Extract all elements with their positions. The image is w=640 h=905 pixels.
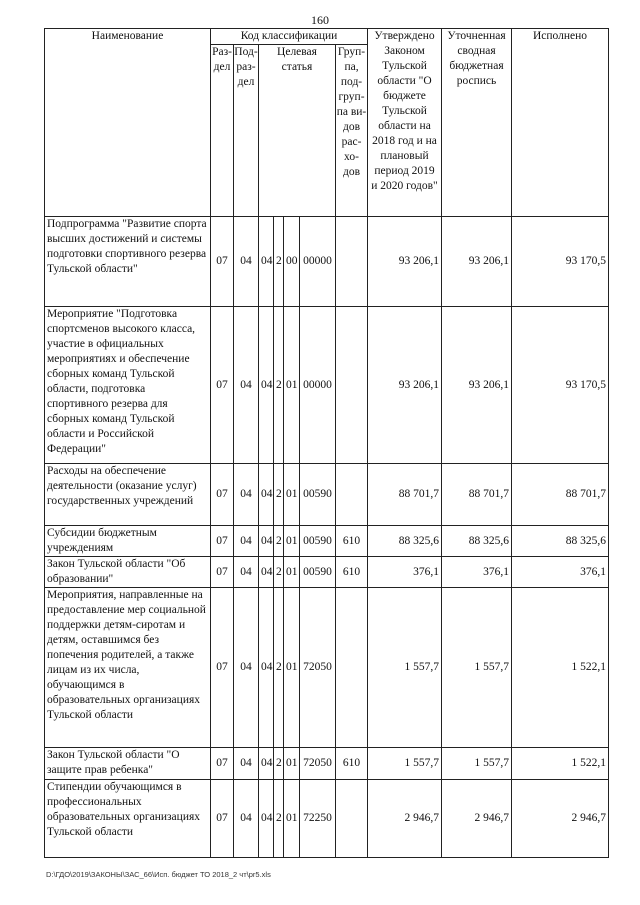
cell-name: Мероприятие "Подготовка спортсменов высокого класса, участие в официальных мероприятиях и обеспечение сборных команд Тульской области, подготовка спортивного резерва для сборных команд Тульской области и Российской Федерации" <box>45 307 211 464</box>
cell-c1: 04 <box>259 217 274 307</box>
cell-subsection: 04 <box>234 464 259 526</box>
cell-section: 07 <box>211 557 234 588</box>
cell-refined: 376,1 <box>442 557 512 588</box>
cell-c2: 2 <box>274 588 284 748</box>
cell-c4: 00590 <box>300 557 336 588</box>
cell-approved: 1 557,7 <box>368 748 442 780</box>
cell-c2: 2 <box>274 307 284 464</box>
cell-c1: 04 <box>259 588 274 748</box>
cell-c4: 00000 <box>300 217 336 307</box>
cell-c4: 00590 <box>300 526 336 557</box>
cell-approved: 2 946,7 <box>368 780 442 858</box>
file-path-footer: D:\ГДО\2019\ЗАКОНЫ\ЗАС_66\Исп. бюджет ТО 2018_2 чт\pr5.xls <box>46 870 271 879</box>
header-code-group: Код классификации <box>211 29 368 45</box>
cell-refined: 1 557,7 <box>442 748 512 780</box>
cell-subsection: 04 <box>234 588 259 748</box>
cell-section: 07 <box>211 780 234 858</box>
cell-subsection: 04 <box>234 557 259 588</box>
table-row <box>45 780 609 858</box>
cell-executed: 88 701,7 <box>512 464 609 526</box>
table-row <box>45 588 609 748</box>
header-executed: Исполнено <box>512 29 609 217</box>
table-row <box>45 217 609 307</box>
cell-executed: 1 522,1 <box>512 588 609 748</box>
cell-executed: 1 522,1 <box>512 748 609 780</box>
cell-group: 610 <box>336 748 368 780</box>
cell-c4: 72050 <box>300 588 336 748</box>
header-subsection: Под-раз-дел <box>234 45 259 217</box>
cell-name: Закон Тульской области "Об образовании" <box>45 557 211 588</box>
header-target-article: Целевая статья <box>259 45 336 217</box>
cell-approved: 88 325,6 <box>368 526 442 557</box>
cell-c3: 01 <box>284 748 300 780</box>
cell-group <box>336 464 368 526</box>
cell-executed: 376,1 <box>512 557 609 588</box>
cell-c3: 01 <box>284 557 300 588</box>
cell-c1: 04 <box>259 557 274 588</box>
cell-group <box>336 217 368 307</box>
cell-c1: 04 <box>259 748 274 780</box>
cell-subsection: 04 <box>234 526 259 557</box>
cell-c1: 04 <box>259 526 274 557</box>
budget-table <box>44 28 609 858</box>
header-expense-group: Груп-па, под-груп-па ви-дов рас-хо-дов <box>336 45 368 217</box>
cell-group: 610 <box>336 526 368 557</box>
cell-executed: 2 946,7 <box>512 780 609 858</box>
cell-group <box>336 588 368 748</box>
page-number: 160 <box>311 13 329 27</box>
cell-c4: 00590 <box>300 464 336 526</box>
cell-section: 07 <box>211 217 234 307</box>
cell-section: 07 <box>211 464 234 526</box>
cell-refined: 93 206,1 <box>442 217 512 307</box>
cell-section: 07 <box>211 526 234 557</box>
cell-name: Расходы на обеспечение деятельности (оказание услуг) государственных учреждений <box>45 464 211 526</box>
cell-subsection: 04 <box>234 307 259 464</box>
cell-group <box>336 307 368 464</box>
cell-c1: 04 <box>259 780 274 858</box>
cell-name: Стипендии обучающимся в профессиональных образовательных организациях Тульской области <box>45 780 211 858</box>
cell-refined: 88 325,6 <box>442 526 512 557</box>
cell-c3: 01 <box>284 588 300 748</box>
cell-c3: 01 <box>284 526 300 557</box>
table-row <box>45 526 609 557</box>
header-approved: Утверждено Законом Тульской области "О бюджете Тульской области на 2018 год и на плановый период 2019 и 2020 годов" <box>368 29 442 217</box>
cell-name: Мероприятия, направленные на предоставление мер социальной поддержки детям-сиротам и детям, оставшимся без попечения родителей, а также лицам из их числа, обучающимся в образовательных организациях Тульской области <box>45 588 211 748</box>
cell-approved: 1 557,7 <box>368 588 442 748</box>
cell-section: 07 <box>211 307 234 464</box>
cell-approved: 93 206,1 <box>368 307 442 464</box>
budget-body <box>45 217 609 858</box>
cell-approved: 88 701,7 <box>368 464 442 526</box>
cell-c2: 2 <box>274 557 284 588</box>
cell-group <box>336 780 368 858</box>
cell-refined: 88 701,7 <box>442 464 512 526</box>
cell-c3: 00 <box>284 217 300 307</box>
cell-c1: 04 <box>259 307 274 464</box>
cell-refined: 93 206,1 <box>442 307 512 464</box>
table-row <box>45 748 609 780</box>
cell-name: Субсидии бюджетным учреждениям <box>45 526 211 557</box>
cell-c2: 2 <box>274 748 284 780</box>
cell-c3: 01 <box>284 307 300 464</box>
cell-name: Закон Тульской области "О защите прав ребенка" <box>45 748 211 780</box>
cell-c2: 2 <box>274 780 284 858</box>
table-row <box>45 464 609 526</box>
header-section: Раз-дел <box>211 45 234 217</box>
header-refined: Уточненная сводная бюджетная роспись <box>442 29 512 217</box>
cell-approved: 93 206,1 <box>368 217 442 307</box>
cell-refined: 1 557,7 <box>442 588 512 748</box>
cell-subsection: 04 <box>234 748 259 780</box>
cell-c1: 04 <box>259 464 274 526</box>
cell-c4: 00000 <box>300 307 336 464</box>
cell-refined: 2 946,7 <box>442 780 512 858</box>
table-row <box>45 557 609 588</box>
cell-approved: 376,1 <box>368 557 442 588</box>
cell-c4: 72050 <box>300 748 336 780</box>
cell-c3: 01 <box>284 780 300 858</box>
cell-executed: 88 325,6 <box>512 526 609 557</box>
cell-c3: 01 <box>284 464 300 526</box>
cell-executed: 93 170,5 <box>512 307 609 464</box>
cell-c2: 2 <box>274 464 284 526</box>
cell-section: 07 <box>211 748 234 780</box>
cell-group: 610 <box>336 557 368 588</box>
cell-name: Подпрограмма "Развитие спорта высших достижений и системы подготовки спортивного резерва Тульской области" <box>45 217 211 307</box>
cell-section: 07 <box>211 588 234 748</box>
cell-subsection: 04 <box>234 217 259 307</box>
header-name: Наименование <box>45 29 211 217</box>
cell-c2: 2 <box>274 217 284 307</box>
cell-c4: 72250 <box>300 780 336 858</box>
cell-c2: 2 <box>274 526 284 557</box>
cell-subsection: 04 <box>234 780 259 858</box>
cell-executed: 93 170,5 <box>512 217 609 307</box>
table-row <box>45 307 609 464</box>
